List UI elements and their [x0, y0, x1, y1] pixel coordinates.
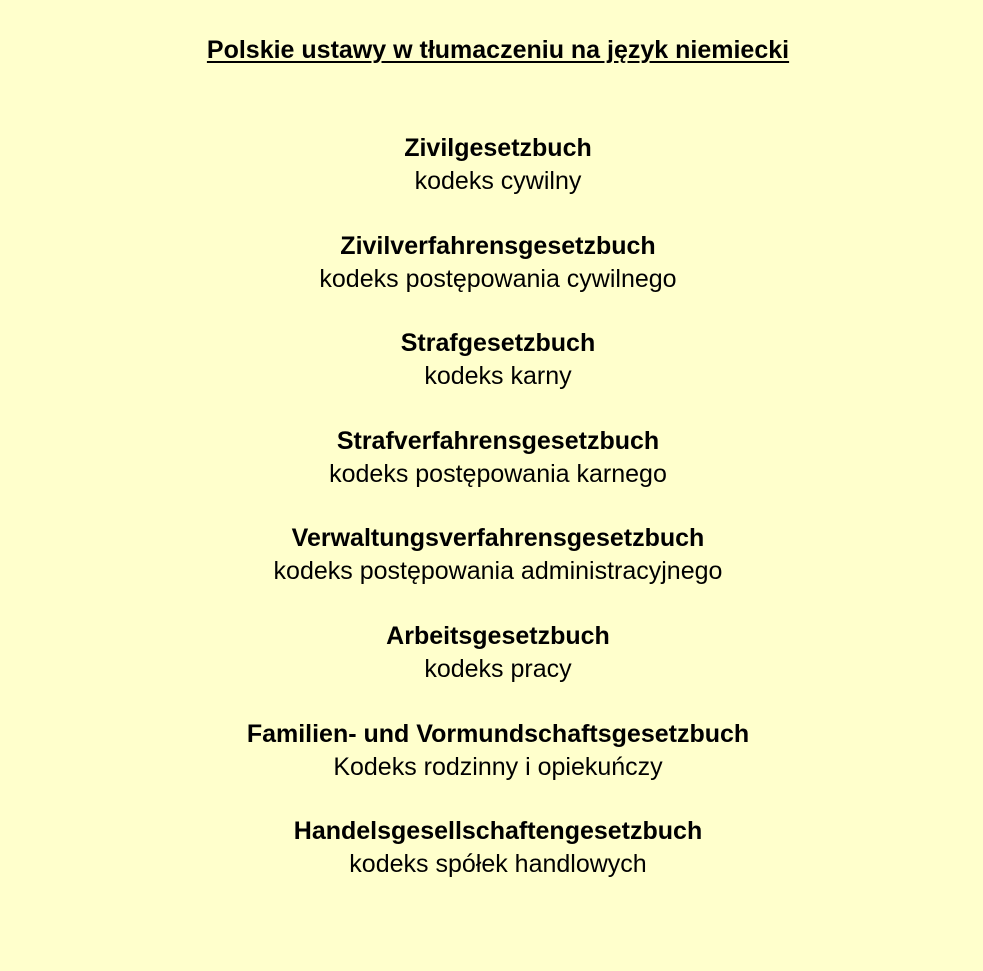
list-item	[0, 425, 983, 523]
german-law-name: Strafgesetzbuch	[400, 329, 596, 358]
polish-law-name: kodeks pracy	[424, 654, 572, 683]
polish-law-name: kodeks postępowania cywilnego	[319, 264, 677, 293]
polish-law-name: kodeks cywilny	[414, 167, 582, 195]
polish-law-name: kodeks karny	[424, 362, 572, 391]
german-law-name: Arbeitsgesetzbuch	[386, 621, 610, 650]
polish-law-name: kodeks postępowania karnego	[329, 459, 667, 488]
list-item	[0, 230, 983, 328]
german-law-name: Familien- und Vormundschaftsgesetzbuch	[246, 719, 750, 748]
polish-law-name: kodeks spółek handlowych	[349, 850, 647, 879]
list-item	[0, 620, 983, 718]
german-law-name: Zivilgesetzbuch	[404, 134, 592, 162]
german-law-name: Verwaltungsverfahrensgesetzbuch	[291, 524, 705, 553]
law-translation-list	[0, 132, 983, 913]
list-item	[0, 718, 983, 816]
polish-law-name: kodeks postępowania administracyjnego	[273, 557, 723, 586]
page-title: Polskie ustawy w tłumaczeniu na język niemiecki	[206, 36, 790, 64]
german-law-name: Zivilverfahrensgesetzbuch	[340, 231, 656, 260]
list-item	[0, 132, 983, 230]
polish-law-name: Kodeks rodzinny i opiekuńczy	[333, 752, 663, 781]
list-item	[0, 815, 983, 913]
list-item	[0, 327, 983, 425]
list-item	[0, 522, 983, 620]
german-law-name: Strafverfahrensgesetzbuch	[336, 426, 660, 455]
german-law-name: Handelsgesellschaftengesetzbuch	[293, 817, 703, 846]
